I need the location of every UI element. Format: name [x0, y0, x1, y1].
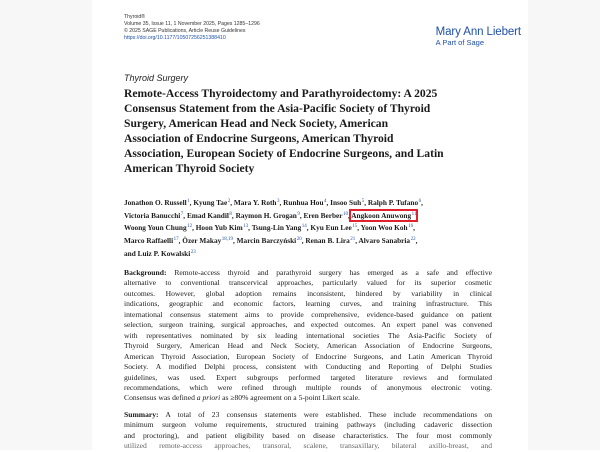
- section-label: Thyroid Surgery: [124, 73, 189, 83]
- author-name[interactable]: Tsung-Lin Yang: [251, 223, 302, 233]
- title-line: Association of Endocrine Surgeons, American Thyroid: [124, 132, 394, 146]
- background-label: Background:: [124, 268, 167, 277]
- affiliation-ref[interactable]: 16: [408, 224, 414, 230]
- journal-meta: [124, 14, 260, 42]
- abstract-line: indications, geographic and economic factors, learning curves, and training infrastructure. This: [124, 299, 492, 309]
- abstract-line: international consensus statement aims to provide comprehensive, evidence-based guidance on patient: [124, 309, 492, 319]
- abstract-line: and proctoring), and patient eligibility based on disease characteristics. The four most commonly: [124, 430, 492, 440]
- journal-name: Thyroid®: [124, 14, 146, 20]
- author-row: Jonathon O. Russell$^1$, Kyung Tae$^2$, Mara Y. Roth$^3$, Runhua Hou$^4$, Insoo Suh$^5$, Ralph P. Tufano$^6$,: [124, 198, 423, 207]
- author-name[interactable]: Özer Makay: [182, 236, 222, 246]
- highlighted-author[interactable]: [351, 211, 416, 220]
- author-name[interactable]: Emad Kandil: [186, 210, 229, 220]
- author-name[interactable]: Mara Y. Roth: [233, 198, 277, 207]
- summary-label: Summary:: [124, 409, 159, 419]
- author-list: [124, 196, 504, 260]
- author-name[interactable]: Eren Berber: [303, 210, 343, 220]
- publisher-subtitle: A Part of Sage: [435, 38, 485, 47]
- title-line: Remote-Access Thyroidectomy and Parathyroidectomy: A 2025: [124, 87, 438, 100]
- author-name[interactable]: Marcin Barczyński: [236, 236, 297, 246]
- author-name[interactable]: Renan B. Lira: [305, 236, 350, 246]
- author-name[interactable]: Ralph P. Tufano: [367, 198, 419, 207]
- affiliation-ref[interactable]: 5: [361, 199, 365, 204]
- title-line: Consensus Statement from the Asia-Pacific Society of Thyroid: [124, 102, 431, 116]
- author-name[interactable]: Hoon Yub Kim: [195, 223, 243, 233]
- title-line: Surgery, American Head and Neck Society, American: [124, 117, 389, 131]
- summary-paragraph: [124, 410, 492, 452]
- author-row: Victoria Banucchi$^7$, Emad Kandil$^8$, Raymon H. Grogan$^9$, Eren Berber$^{10}$, Angkoon Anuwong$^{11}$,: [124, 210, 419, 220]
- author-row: and Luiz P. Kowalski$^{23}$: [124, 248, 196, 258]
- affiliation-ref[interactable]: 22: [410, 237, 416, 243]
- abstract-line: Summary: A total of 23 consensus statements were established. These include recommendations on: [124, 409, 492, 419]
- abstract-line: selection, surgeon training, surgical approaches, and expected outcomes. An expert panel was convened: [124, 320, 492, 330]
- author-name[interactable]: Raymon H. Grogan: [235, 210, 297, 220]
- affiliation-ref[interactable]: 11: [411, 211, 417, 217]
- abstract-line: Thyroid Surgery, American Head and Neck Society, American Association of Endocrine Surgeons,: [124, 341, 492, 351]
- publisher-name: Mary Ann Liebert: [435, 26, 521, 38]
- abstract-line: Background: Remote-access thyroid and parathyroid surgery has emerged as a safe and effective: [124, 268, 492, 277]
- affiliation-ref[interactable]: 15: [352, 224, 358, 230]
- author-name[interactable]: Luiz P. Kowalski: [137, 248, 191, 258]
- background-paragraph: [124, 268, 492, 404]
- author-name[interactable]: Insoo Suh: [330, 198, 362, 207]
- author-name[interactable]: Marco Raffaelli: [124, 236, 174, 246]
- affiliation-ref[interactable]: 7: [180, 211, 184, 217]
- abstract-line: Consensus was defined a priori as ≥80% agreement on a 5-point Likert scale.: [124, 393, 360, 403]
- affiliation-ref[interactable]: 20: [296, 237, 302, 243]
- abstract-line: American Thyroid Association, European Society of Endocrine Surgeons, and Latin American Thyroid: [124, 351, 492, 361]
- abstract-line: minimum surgeon volume requirements, structured training pathways (including cadaveric dissection: [124, 420, 492, 430]
- affiliation-ref[interactable]: 21: [350, 237, 356, 243]
- affiliation-ref[interactable]: 10: [343, 211, 349, 217]
- affiliation-ref[interactable]: 18,19: [221, 237, 233, 243]
- affiliation-ref[interactable]: 4: [324, 199, 327, 204]
- author-name[interactable]: Alvaro Sanabria: [358, 236, 411, 246]
- author-row: Woong Youn Chung$^{12}$, Hoon Yub Kim$^{13}$, Tsung-Lin Yang$^{14}$, Kyu Eun Lee$^{15}$, Yoon Woo Koh$^{16}$,: [124, 223, 415, 233]
- copyright: © 2025 SAGE Publications, Article Reuse Guidelines: [124, 28, 246, 34]
- abstract-line: with representatives nominated by six leading international societies The Asia-Pacific Society of: [124, 330, 492, 340]
- author-name[interactable]: Woong Youn Chung: [124, 223, 187, 233]
- affiliation-ref[interactable]: 14: [301, 224, 307, 230]
- abstract-line: outcomes. However, global adoption remains inconsistent, hindered by variability in clinical: [124, 288, 492, 298]
- author-name[interactable]: Angkoon Anuwong: [351, 210, 412, 220]
- affiliation-ref[interactable]: 13: [243, 224, 249, 230]
- author-name[interactable]: Kyung Tae: [193, 198, 228, 207]
- title-line: American Thyroid Society: [124, 162, 255, 176]
- affiliation-ref[interactable]: 3: [276, 199, 280, 204]
- affiliation-ref[interactable]: 17: [173, 237, 179, 243]
- affiliation-ref[interactable]: 8: [229, 211, 232, 217]
- abstract-line: utilized remote-access approaches, transoral, scalene, transaxillary, bilateral axillo-breast, and: [124, 441, 492, 451]
- affiliation-ref[interactable]: 1: [187, 199, 190, 204]
- affiliation-ref[interactable]: 2: [227, 199, 231, 204]
- citation: Volume 35, Issue 11, 1 November 2025, Pages 1285–1296: [124, 21, 260, 27]
- affiliation-ref[interactable]: 12: [187, 224, 193, 230]
- author-name[interactable]: Victoria Banucchi: [124, 210, 181, 220]
- abstract-line: alternative to conventional transcervical approaches, particularly valued for its superior cosmetic: [124, 278, 492, 288]
- publisher-logo: [436, 26, 521, 47]
- abstract-line: guidelines, was used. Expert subgroups performed targeted literature reviews and formulated: [124, 372, 492, 382]
- abstract-line: recommendations, which were refined through multiple rounds of anonymous electronic voting.: [124, 382, 492, 392]
- abstract: [124, 268, 492, 452]
- author-name[interactable]: Kyu Eun Lee: [310, 223, 352, 233]
- abstract-line: Society. A modified Delphi process, consistent with Conducting and Reporting of Delphi Studies: [124, 362, 492, 372]
- title-line: Association, European Society of Endocrine Surgeons, and Latin: [124, 147, 444, 161]
- author-row: Marco Raffaelli$^{17}$, Özer Makay$^{18,19}$, Marcin Barczyński$^{20}$, Renan B. Lira$^{21}$, Alvaro Sanabria$^{22}$,: [124, 236, 418, 246]
- article-title: [124, 86, 504, 177]
- author-name[interactable]: Yoon Woo Koh: [360, 223, 408, 233]
- author-name[interactable]: Runhua Hou: [283, 198, 324, 207]
- author-name[interactable]: Jonathon O. Russell: [124, 198, 187, 207]
- affiliation-ref[interactable]: 6: [418, 199, 422, 204]
- affiliation-ref[interactable]: 9: [297, 211, 300, 217]
- doi-link[interactable]: https://doi.org/10.1177/10507256251388410: [124, 35, 226, 41]
- affiliation-ref[interactable]: 23: [190, 249, 196, 255]
